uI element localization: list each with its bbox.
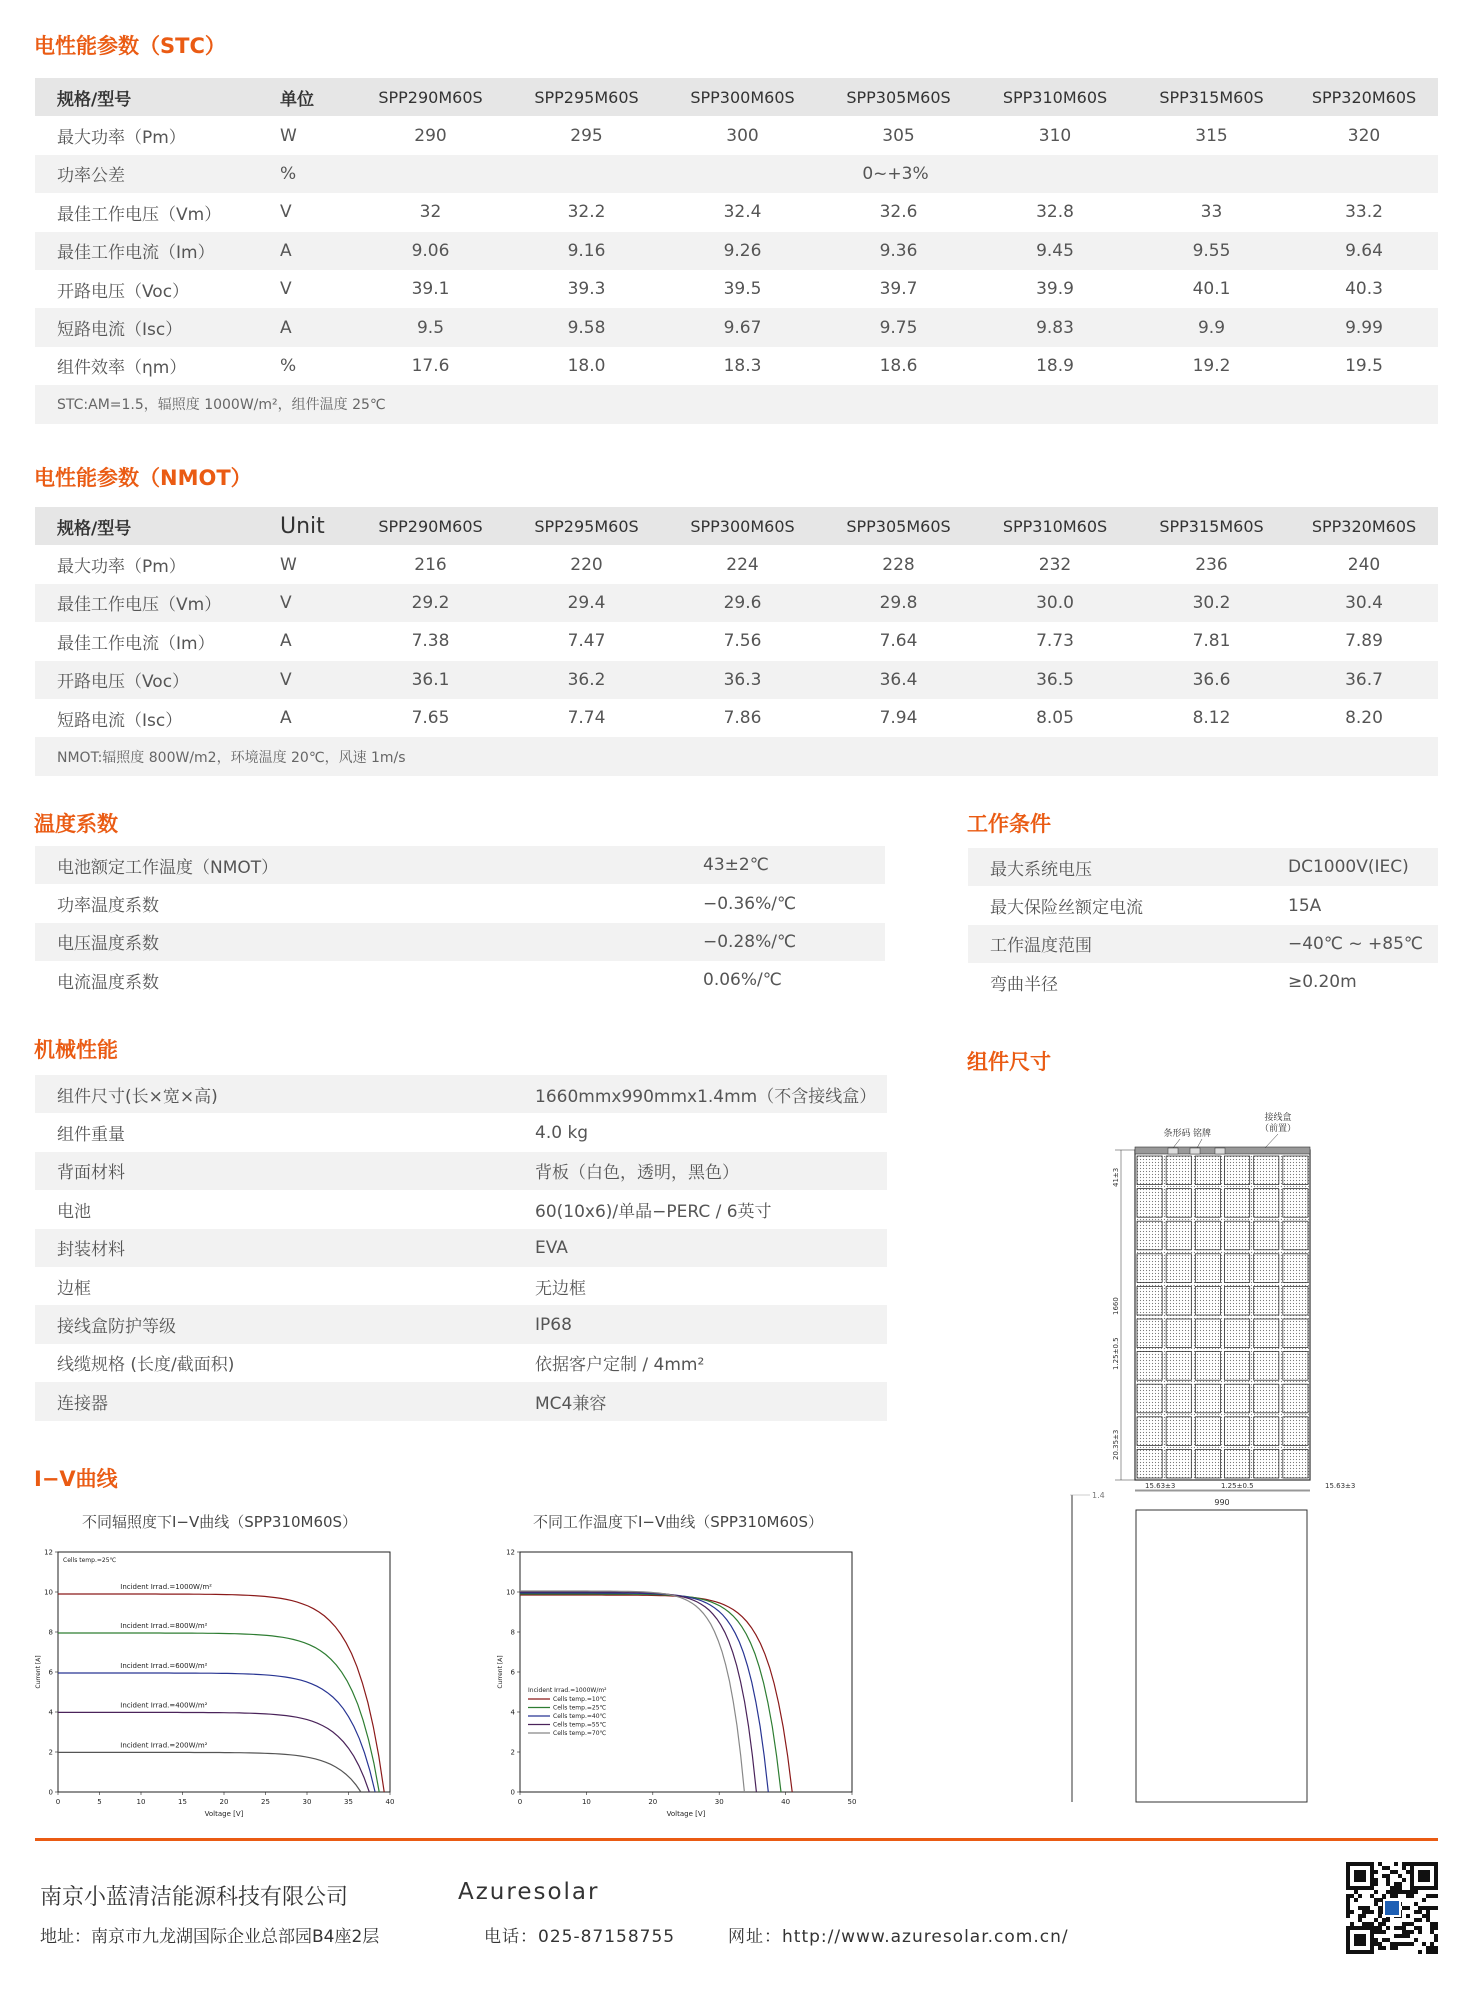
header-model: SPP320M60S [1290, 507, 1438, 545]
header-model: SPP315M60S [1133, 78, 1290, 116]
row-label: 封装材料 [35, 1229, 535, 1267]
iv-chart1-title: 不同辐照度下I−V曲线（SPP310M60S） [82, 1513, 358, 1531]
row-value: 7.73 [1036, 631, 1074, 652]
y-tick-label: 10 [506, 1588, 515, 1597]
row-value: 9.55 [1133, 232, 1290, 270]
qr-code-icon [1346, 1862, 1438, 1954]
label-jbox-sub: （前置） [1259, 1124, 1297, 1134]
y-tick-label: 4 [48, 1708, 53, 1717]
row-label: 功率公差 [35, 155, 263, 193]
legend-entry: Cells temp.=55℃ [553, 1721, 607, 1729]
row-label: 开路电压（Voc） [35, 661, 263, 699]
y-tick-label: 2 [48, 1748, 53, 1757]
stc-title: 电性能参数（STC） [34, 34, 226, 58]
work-title: 工作条件 [967, 812, 1051, 836]
table-row [35, 545, 1438, 583]
row-label: 连接器 [35, 1382, 535, 1420]
row-value: −0.28%/℃ [703, 923, 885, 961]
table-row [968, 886, 1438, 924]
y-tick-label: 8 [48, 1628, 53, 1637]
row-value: 7.74 [567, 708, 606, 729]
row-value: ≥0.20m [1288, 972, 1357, 993]
row-value: 19.5 [1345, 355, 1383, 376]
x-tick-label: 5 [97, 1798, 102, 1806]
footer-website: 网址：http://www.azuresolar.com.cn/ [728, 1927, 1069, 1947]
row-value: 36.4 [820, 661, 977, 699]
legend-entry: Cells temp.=25℃ [553, 1704, 607, 1712]
header-model: SPP310M60S [977, 507, 1133, 545]
row-value: 18.6 [879, 355, 918, 376]
stc-table [35, 78, 1438, 424]
module-side-view [1050, 1480, 1330, 1810]
y-tick-label: 10 [44, 1588, 53, 1597]
row-value: 背板（白色，透明，黑色） [535, 1152, 887, 1190]
row-value: 36.3 [665, 661, 820, 699]
legend-entry: Cells temp.=10℃ [553, 1696, 607, 1703]
table-row [35, 584, 1438, 622]
row-value: EVA [535, 1229, 887, 1267]
table-row [35, 1267, 887, 1305]
row-value: 9.26 [665, 232, 820, 270]
row-label: 短路电流（Isc） [35, 308, 263, 346]
label-mid: 1.25±0.5 [1221, 1482, 1254, 1490]
row-value: 18.3 [723, 355, 762, 376]
chart-annotation: Cells temp.=25℃ [63, 1557, 117, 1564]
row-value: 290 [414, 125, 447, 146]
table-row [35, 1113, 887, 1151]
row-label: 开路电压（Voc） [57, 281, 190, 302]
table-row [35, 232, 1438, 270]
row-value: 295 [570, 125, 603, 146]
row-value: 4.0 kg [535, 1122, 589, 1143]
row-value: 39.9 [1036, 279, 1074, 300]
temp-title: 温度系数 [34, 812, 118, 836]
mech-title: 机械性能 [34, 1038, 118, 1062]
x-tick-label: 25 [261, 1798, 270, 1806]
row-value: DC1000V(IEC) [1288, 848, 1438, 886]
y-axis-label: Current [A] [35, 1655, 42, 1689]
row-value: 9.16 [508, 232, 665, 270]
row-value: 7.81 [1192, 631, 1231, 652]
table-row [35, 270, 1438, 308]
footer-address: 地址：南京市九龙湖国际企业总部园B4座2层 [40, 1927, 380, 1947]
header-model: SPP295M60S [508, 507, 665, 545]
row-unit: W [280, 125, 297, 146]
row-value: 39.1 [411, 279, 450, 300]
nmot-table [35, 507, 1438, 776]
y-tick-label: 0 [510, 1788, 515, 1797]
series-label: Incident Irrad.=1000W/m² [120, 1583, 212, 1591]
table-row [968, 848, 1438, 886]
row-value: 8.05 [1036, 708, 1074, 729]
row-value: 29.4 [508, 584, 665, 622]
iv-chart-irradiance [30, 1540, 400, 1818]
label-top: 41±3 [1112, 1167, 1120, 1187]
header-model: SPP295M60S [508, 78, 665, 116]
row-value: 310 [1038, 125, 1072, 146]
table-row [35, 347, 1438, 385]
table-row [35, 1229, 887, 1267]
row-unit: V [280, 279, 292, 300]
row-label: 组件尺寸(长×宽×高) [35, 1075, 535, 1113]
row-value: 18.9 [1036, 355, 1074, 376]
row-value: 依据客户定制 / 4mm² [535, 1355, 705, 1376]
x-axis-label: Voltage [V] [204, 1810, 244, 1818]
row-value: 36.6 [1133, 661, 1290, 699]
label-left: 15.63±3 [1145, 1482, 1176, 1490]
row-value: 305 [882, 125, 915, 146]
row-value: 216 [414, 554, 447, 575]
row-value: 32 [419, 202, 442, 223]
row-value: 32.6 [879, 202, 918, 223]
mech-table [35, 1075, 887, 1421]
x-tick-label: 10 [581, 1798, 591, 1806]
row-unit: W [280, 554, 297, 575]
row-label: 背面材料 [35, 1152, 535, 1190]
header-spec: 规格/型号 [35, 78, 263, 116]
module-dimension-drawing [1085, 1095, 1385, 1490]
x-tick-label: 30 [302, 1798, 312, 1806]
plot-area [520, 1552, 852, 1792]
legend-title: Incident Irrad.=1000W/m² [528, 1687, 607, 1694]
label-pitch: 1.25±0.5 [1112, 1337, 1120, 1370]
x-tick-label: 40 [781, 1798, 791, 1806]
table-row [35, 193, 1438, 231]
row-value: 7.94 [879, 708, 918, 729]
label-thickness: 1.4 [1092, 1491, 1105, 1500]
iv-title: I−V曲线 [34, 1467, 118, 1491]
row-value: 30.4 [1290, 584, 1438, 622]
y-tick-label: 12 [44, 1548, 53, 1557]
x-tick-label: 50 [847, 1798, 857, 1806]
row-value: 33.2 [1345, 202, 1383, 223]
row-unit: A [280, 631, 292, 652]
table-row [35, 1305, 887, 1343]
header-unit: Unit [263, 507, 353, 545]
row-value: 39.7 [879, 279, 918, 300]
x-tick-label: 35 [344, 1798, 353, 1806]
footer-rule [35, 1838, 1438, 1841]
row-value: 7.38 [411, 631, 450, 652]
row-value: 40.3 [1345, 279, 1383, 300]
row-value: 7.47 [567, 631, 606, 652]
row-value: 9.64 [1290, 232, 1438, 270]
row-value: 224 [726, 554, 759, 575]
row-value: 36.1 [353, 661, 508, 699]
row-unit: A [280, 708, 292, 729]
x-tick-label: 40 [385, 1798, 395, 1806]
row-value: 7.56 [723, 631, 762, 652]
label-width: 990 [1214, 1498, 1230, 1507]
table-row [35, 622, 1438, 660]
row-value: 9.36 [820, 232, 977, 270]
row-value: 9.75 [820, 308, 977, 346]
row-label: 最大功率（Pm） [57, 557, 186, 578]
header-spec: 规格/型号 [35, 507, 263, 545]
table-row [35, 116, 1438, 154]
y-tick-label: 0 [48, 1788, 53, 1797]
row-unit: V [280, 202, 292, 223]
table-row [968, 963, 1438, 1001]
y-tick-label: 8 [510, 1628, 515, 1637]
row-value: 19.2 [1192, 355, 1231, 376]
x-tick-label: 20 [219, 1798, 229, 1806]
row-label: 电池额定工作温度（NMOT） [35, 846, 703, 884]
series-label: Incident Irrad.=800W/m² [120, 1622, 208, 1630]
row-value: 9.5 [353, 308, 508, 346]
footer-brand: Azuresolar [458, 1879, 600, 1905]
table-row [35, 884, 885, 922]
series-label: Incident Irrad.=600W/m² [120, 1662, 208, 1670]
row-value: 33 [1200, 202, 1223, 223]
y-tick-label: 6 [510, 1668, 515, 1677]
table-row [35, 661, 1438, 699]
header-model: SPP290M60S [353, 507, 508, 545]
row-value: 0.06%/℃ [703, 970, 782, 991]
row-value: 40.1 [1192, 279, 1231, 300]
x-tick-label: 30 [714, 1798, 724, 1806]
header-model: SPP300M60S [665, 78, 820, 116]
y-tick-label: 4 [510, 1708, 515, 1717]
row-value: 36.5 [977, 661, 1133, 699]
row-value: 15A [1288, 895, 1322, 916]
row-label: 最佳工作电压（Vm） [35, 584, 263, 622]
row-value: 315 [1195, 125, 1228, 146]
table-row [35, 1344, 887, 1382]
row-label: 功率温度系数 [57, 896, 159, 917]
row-value: 8.12 [1192, 708, 1231, 729]
table-note: NMOT:辐照度 800W/m2，环境温度 20℃，风速 1m/s [35, 737, 1438, 775]
row-value: 17.6 [411, 355, 450, 376]
row-value: 39.3 [567, 279, 606, 300]
header-model: SPP320M60S [1290, 78, 1438, 116]
row-value: 9.83 [977, 308, 1133, 346]
iv-chart-temperature [496, 1540, 866, 1818]
table-row [35, 1382, 887, 1420]
row-value: −0.36%/℃ [703, 893, 797, 914]
temp-coeff-table [35, 846, 885, 1000]
label-height: 1660 [1112, 1297, 1120, 1315]
y-tick-label: 2 [510, 1748, 515, 1757]
header-model: SPP305M60S [820, 78, 977, 116]
row-value: 18.0 [567, 355, 606, 376]
row-label: 最佳工作电流（Im） [57, 633, 215, 654]
row-value: 9.67 [665, 308, 820, 346]
table-row [35, 1075, 887, 1113]
row-label: 电压温度系数 [35, 923, 703, 961]
row-value: 300 [726, 125, 759, 146]
footer-company: 南京小蓝清洁能源科技有限公司 [40, 1885, 349, 1910]
work-conditions-table [968, 848, 1438, 1002]
table-row [35, 961, 885, 999]
row-unit: % [280, 355, 297, 376]
row-value: 39.5 [723, 279, 762, 300]
row-unit: V [263, 584, 353, 622]
row-label: 接线盒防护等级 [35, 1305, 535, 1343]
row-value: 32.2 [567, 202, 606, 223]
row-value: 30.0 [977, 584, 1133, 622]
series-label: Incident Irrad.=200W/m² [120, 1741, 208, 1750]
x-tick-label: 0 [55, 1798, 61, 1806]
row-value: 9.9 [1133, 308, 1290, 346]
label-barcode: 条形码 [1163, 1129, 1191, 1139]
row-value: 29.6 [665, 584, 820, 622]
row-value: 220 [570, 554, 603, 575]
row-value: 36.2 [508, 661, 665, 699]
y-tick-label: 6 [48, 1668, 53, 1677]
header-model: SPP300M60S [665, 507, 820, 545]
header-model: SPP315M60S [1133, 507, 1290, 545]
label-right: 15.63±3 [1325, 1482, 1356, 1490]
x-tick-label: 20 [648, 1798, 658, 1806]
dims-title: 组件尺寸 [967, 1050, 1051, 1074]
row-value: 8.20 [1345, 708, 1383, 729]
table-row [35, 155, 1438, 193]
row-label: 线缆规格 (长度/截面积) [57, 1355, 235, 1376]
row-value: 9.99 [1290, 308, 1438, 346]
row-label: 最大系统电压 [968, 848, 1288, 886]
row-value: 232 [1038, 554, 1072, 575]
row-value: IP68 [535, 1305, 887, 1343]
row-label: 工作温度范围 [968, 925, 1288, 963]
table-row [35, 1190, 887, 1228]
row-label: 最佳工作电流（Im） [35, 232, 263, 270]
table-row [35, 308, 1438, 346]
row-value: 29.2 [353, 584, 508, 622]
row-value: 7.86 [723, 708, 762, 729]
row-label: 短路电流（Isc） [57, 710, 183, 731]
x-axis-label: Voltage [V] [666, 1810, 706, 1818]
row-value: 1660mmx990mmx1.4mm（不含接线盒） [535, 1075, 887, 1113]
y-tick-label: 12 [506, 1548, 515, 1557]
row-value: 36.7 [1290, 661, 1438, 699]
row-label: 组件重量 [57, 1125, 125, 1146]
row-label: 最佳工作电压（Vm） [57, 204, 222, 225]
row-label: 弯曲半径 [990, 974, 1058, 995]
nmot-title: 电性能参数（NMOT） [34, 466, 252, 490]
row-value: 9.45 [977, 232, 1133, 270]
iv-chart2-title: 不同工作温度下I−V曲线（SPP310M60S） [533, 1513, 824, 1531]
series-label: Incident Irrad.=400W/m² [120, 1701, 208, 1710]
row-value: 30.2 [1133, 584, 1290, 622]
y-axis-label: Current [A] [497, 1655, 504, 1689]
x-tick-label: 15 [178, 1798, 187, 1806]
header-unit: 单位 [263, 78, 353, 116]
row-unit: A [263, 308, 353, 346]
row-label: 最大功率（Pm） [57, 128, 186, 149]
label-bottom: 20.35±3 [1112, 1429, 1120, 1460]
row-value: 7.64 [879, 631, 918, 652]
x-tick-label: 10 [136, 1798, 146, 1806]
header-model: SPP310M60S [977, 78, 1133, 116]
row-value: −40℃ ~ +85℃ [1288, 925, 1438, 963]
row-value: 7.65 [411, 708, 450, 729]
row-value: 236 [1195, 554, 1228, 575]
x-tick-label: 0 [517, 1798, 523, 1806]
table-note: STC:AM=1.5，辐照度 1000W/m²，组件温度 25℃ [35, 385, 1438, 423]
row-value: 320 [1347, 125, 1381, 146]
table-row [35, 699, 1438, 737]
row-value: 32.8 [1036, 202, 1074, 223]
row-value: 43±2℃ [703, 846, 885, 884]
header-model: SPP290M60S [353, 78, 508, 116]
row-value: 32.4 [723, 202, 762, 223]
row-unit: V [263, 661, 353, 699]
row-value: 29.8 [820, 584, 977, 622]
row-value: 240 [1347, 554, 1381, 575]
header-model: SPP305M60S [820, 507, 977, 545]
row-value: 60(10x6)/单晶−PERC / 6英寸 [535, 1201, 772, 1222]
legend-entry: Cells temp.=70℃ [553, 1730, 607, 1737]
row-unit: % [263, 155, 353, 193]
row-value: 0~+3% [353, 155, 1438, 193]
row-label: 组件效率（ηm） [57, 358, 187, 379]
row-value: MC4兼容 [535, 1382, 887, 1420]
row-unit: A [263, 232, 353, 270]
legend-entry: Cells temp.=40℃ [553, 1713, 607, 1720]
label-jbox: 接线盒 [1264, 1113, 1292, 1123]
row-value: 9.06 [353, 232, 508, 270]
row-label: 电流温度系数 [57, 972, 159, 993]
plot-area [58, 1552, 390, 1792]
table-row [35, 1152, 887, 1190]
row-value: 无边框 [535, 1278, 586, 1299]
table-row [968, 925, 1438, 963]
row-label: 电池 [57, 1201, 91, 1222]
row-label: 最大保险丝额定电流 [990, 898, 1143, 919]
table-row [35, 923, 885, 961]
footer-phone: 电话：025-87158755 [484, 1927, 676, 1947]
row-value: 7.89 [1345, 631, 1383, 652]
row-label: 边框 [57, 1278, 91, 1299]
row-value: 9.58 [508, 308, 665, 346]
table-row [35, 846, 885, 884]
label-nameplate: 铭牌 [1192, 1129, 1212, 1139]
row-value: 228 [882, 554, 915, 575]
